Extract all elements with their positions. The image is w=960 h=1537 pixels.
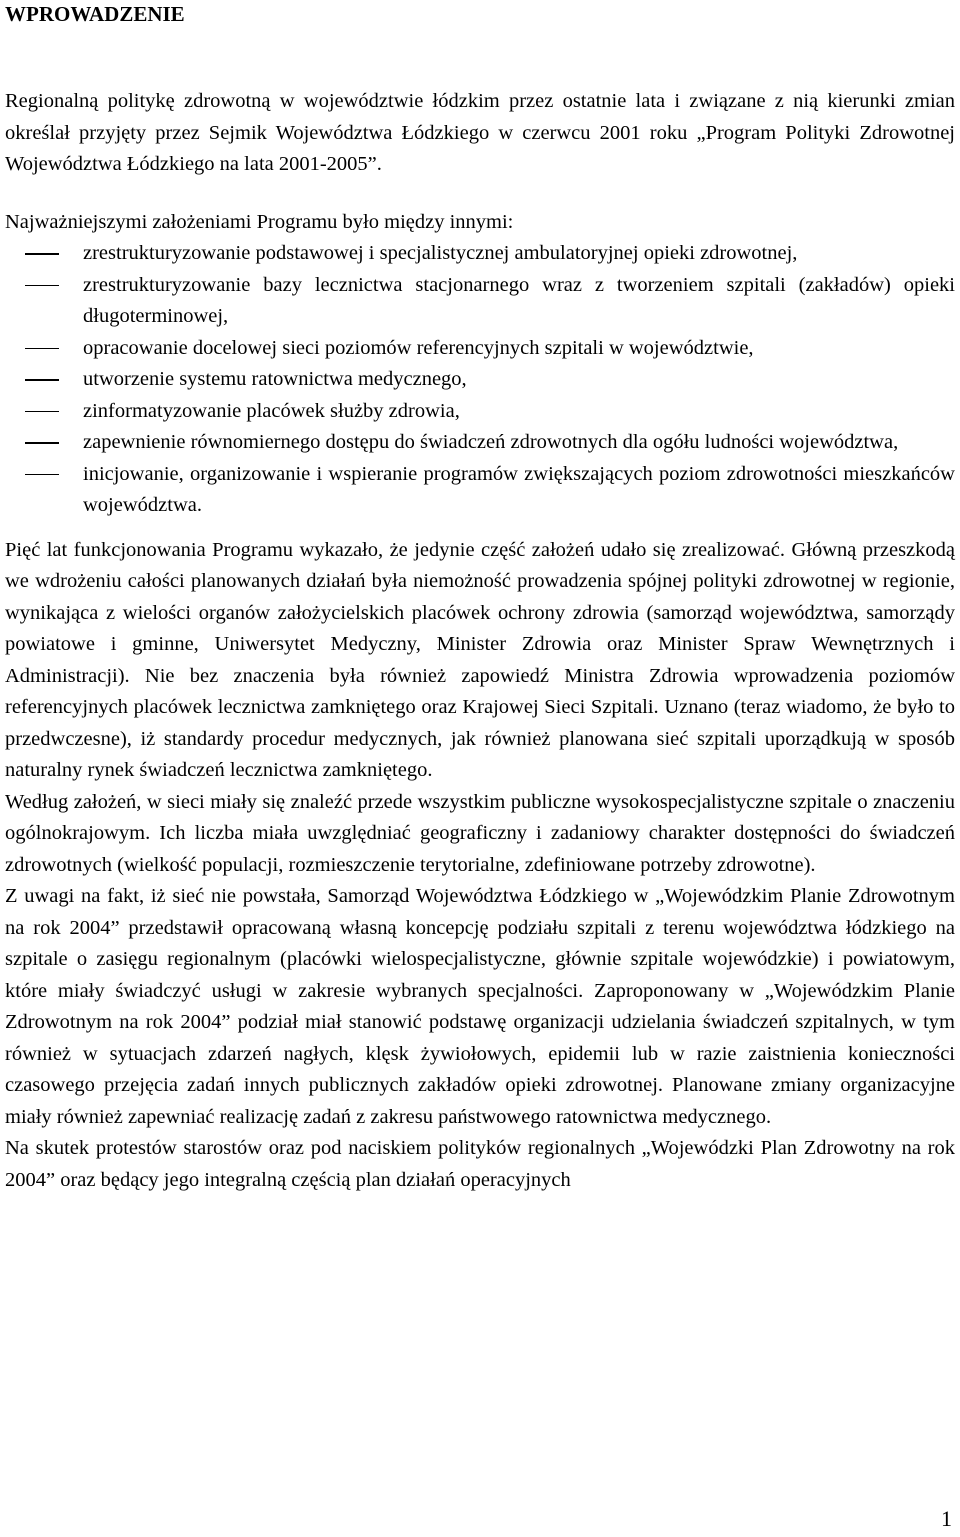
list-item xyxy=(5,270,955,333)
dash-bullet-icon xyxy=(25,411,59,413)
list-item-text: opracowanie docelowej sieci poziomów referencyjnych szpitali w województwie, xyxy=(83,336,754,359)
body-paragraph: Pięć lat funkcjonowania Programu wykazało, że jedynie część założeń udało się zrealizować. Główną przeszkodą we wdrożeniu całości planowanych działań była niemożność prowadzenia spójnej polityki zdrowotnej w regionie, wynikająca z wielości organów założycielskich placówek ochrony zdrowia (samorząd województwa, samorządy powiatowe i gminne, Uniwersytet Medyczny, Minister Zdrowia oraz Minister Spraw Wewnętrznych i Administracji). Nie bez znaczenia była również zapowiedź Ministra Zdrowia wprowadzenia poziomów referencyjnych placówek lecznictwa zamkniętego oraz Krajowej Sieci Szpitali. Uznano (teraz wiadomo, że było to przedwczesne), iż standardy procedur medycznych, jak również planowana sieć szpitali uporządkują w sposób naturalny rynek świadczeń lecznictwa zamkniętego. xyxy=(5,538,955,781)
list-item xyxy=(5,396,955,428)
list-item-text: utworzenie systemu ratownictwa medycznego, xyxy=(83,368,467,390)
body-text xyxy=(5,535,955,1197)
list-item-text: zrestrukturyzowanie bazy lecznictwa stacjonarnego wraz z tworzeniem szpitali (zakładów) opieki długoterminowej, xyxy=(83,273,955,327)
page-number: 1 xyxy=(941,1506,952,1531)
page-title: WPROWADZENIE xyxy=(5,2,185,26)
dash-bullet-icon xyxy=(25,253,59,255)
list-item xyxy=(5,459,955,522)
list-item xyxy=(5,364,955,396)
list-item xyxy=(5,333,955,365)
list-lead: Najważniejszymi założeniami Programu było między innymi: xyxy=(5,210,514,233)
list-item-text: zapewnienie równomiernego dostępu do świadczeń zdrowotnych dla ogółu ludności województwa, xyxy=(83,431,899,453)
dash-bullet-icon xyxy=(25,474,59,476)
body-paragraph: Z uwagi na fakt, iż sieć nie powstała, Samorząd Województwa Łódzkiego w „Wojewódzkim Planie Zdrowotnym na rok 2004” przedstawił opracowaną własną koncepcję podziału szpitali z terenu województwa łódzkiego na szpitale o zasięgu regionalnym (placówki wielospecjalistyczne, głównie szpitale wojewódzkie) i powiatowym, które miały świadczyć usługi w zakresie wybranych specjalności. Zaproponowany w „Wojewódzkim Planie Zdrowotnym na rok 2004” podział miał stanowić podstawę organizacji udzielania świadczeń szpitalnych, w tym również w sytuacjach zdarzeń nagłych, klęsk żywiołowych, epidemii lub w razie zaistnienia konieczności czasowego przejęcia zadań innych publicznych zakładów opieki zdrowotnej. Planowane zmiany organizacyjne miały również zapewniać realizację zadań z zakresu państwowego ratownictwa medycznego. xyxy=(5,885,955,1128)
list-item-text: zrestrukturyzowanie podstawowej i specjalistycznej ambulatoryjnej opieki zdrowotnej, xyxy=(83,242,798,264)
document-page xyxy=(5,0,955,1196)
body-paragraph: Według założeń, w sieci miały się znaleźć przede wszystkim publiczne wysokospecjalistyczne szpitale o znaczeniu ogólnokrajowym. Ich liczba miała uwzględniać geograficzny i zadaniowy charakter dostępności do świadczeń zdrowotnych (wielkość populacji, rozmieszczenie terytorialne, zdefiniowane potrzeby zdrowotne). xyxy=(5,790,955,876)
body-paragraph: Na skutek protestów starostów oraz pod naciskiem polityków regionalnych „Wojewódzki Plan Zdrowotny na rok 2004” oraz będący jego integralną częścią plan działań operacyjnych xyxy=(5,1137,955,1191)
list-item-text: zinformatyzowanie placówek służby zdrowia, xyxy=(83,399,460,422)
dash-bullet-icon xyxy=(25,442,59,444)
list-item xyxy=(5,427,955,459)
assumptions-list xyxy=(5,238,955,522)
list-item xyxy=(5,238,955,270)
dash-bullet-icon xyxy=(25,348,59,350)
list-item-text: inicjowanie, organizowanie i wspieranie programów zwiększających poziom zdrowotności mieszkańców województwa. xyxy=(83,462,955,516)
dash-bullet-icon xyxy=(25,285,59,287)
intro-paragraph: Regionalną politykę zdrowotną w województwie łódzkim przez ostatnie lata i związane z nią kierunki zmian określał przyjęty przez Sejmik Województwa Łódzkiego w czerwcu 2001 roku „Program Polityki Zdrowotnej Województwa Łódzkiego na lata 2001-2005”. xyxy=(5,90,955,175)
dash-bullet-icon xyxy=(25,379,59,381)
